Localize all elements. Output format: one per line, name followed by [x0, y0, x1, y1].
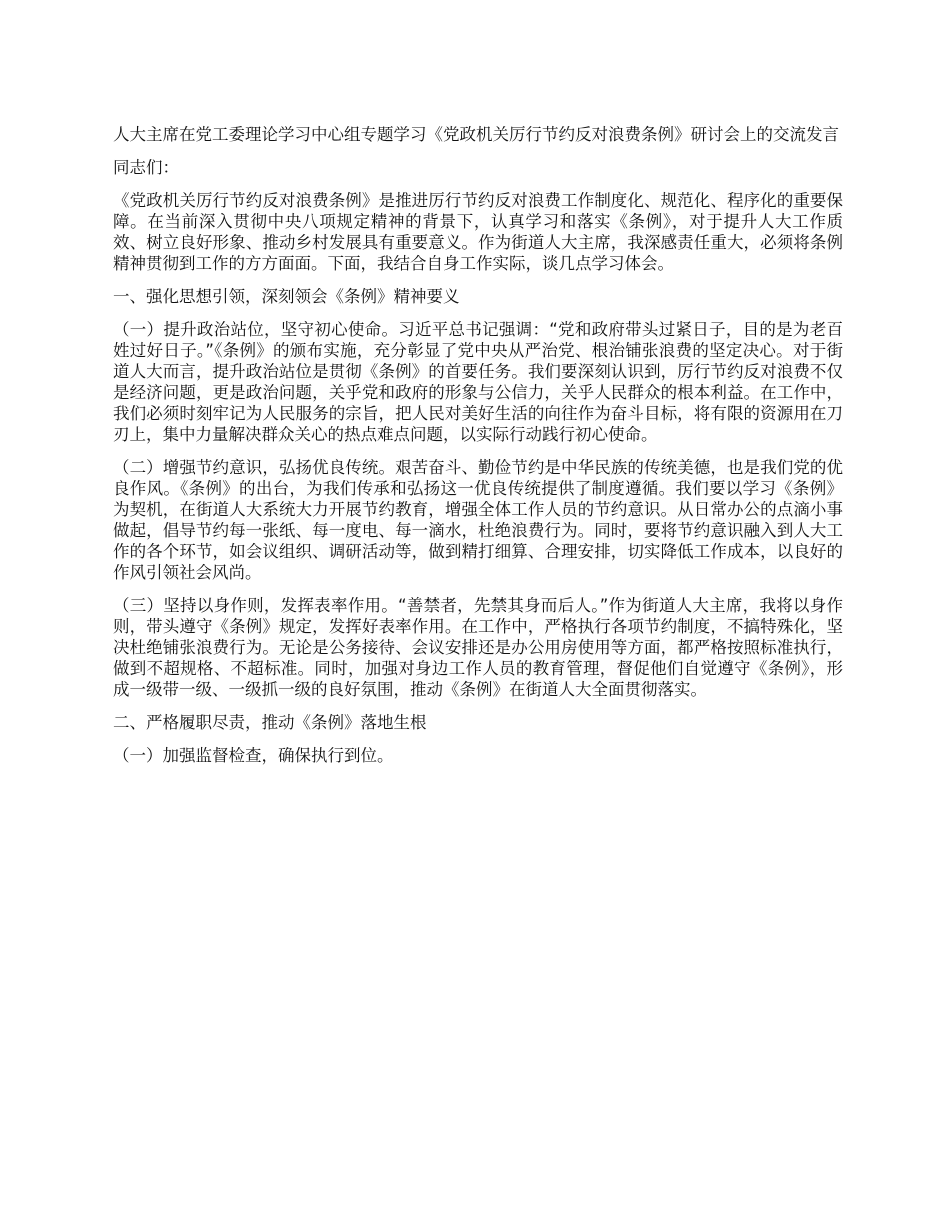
document-body	[113, 124, 843, 778]
greeting: 同志们：	[113, 158, 179, 177]
paragraph-intro: 《党政机关厉行节约反对浪费条例》是推进厉行节约反对浪费工作制度化、规范化、程序化的重要保障。在当前深入贯彻中央八项规定精神的背景下，认真学习和落实《条例》，对于提升人大工作质效、树立良好形象、推动乡村发展具有重要意义。作为街道人大主席，我深感责任重大，必须将条例精神贯彻到工作的方方面面。下面，我结合自身工作实际，谈几点学习体会。	[113, 191, 843, 273]
paragraph-2-1: （一）加强监督检查，确保执行到位。	[113, 746, 394, 765]
section-heading-2: 二、严格履职尽责，推动《条例》落地生根	[113, 713, 427, 732]
section-heading-1: 一、强化思想引领，深刻领会《条例》精神要义	[113, 287, 460, 306]
paragraph-1-1: （一）提升政治站位，坚守初心使命。习近平总书记强调：“党和政府带头过紧日子，目的是为老百姓过好日子。”《条例》的颁布实施，充分彰显了党中央从严治党、根治铺张浪费的坚定决心。对于街道人大而言，提升政治站位是贯彻《条例》的首要任务。我们要深刻认识到，厉行节约反对浪费不仅是经济问题，更是政治问题，关乎党和政府的形象与公信力，关乎人民群众的根本利益。在工作中，我们必须时刻牢记为人民服务的宗旨，把人民对美好生活的向往作为奋斗目标，将有限的资源用在刀刃上，集中力量解决群众关心的热点难点问题，以实际行动践行初心使命。	[113, 320, 843, 444]
paragraph-1-3: （三）坚持以身作则，发挥表率作用。“善禁者，先禁其身而后人。”作为街道人大主席，我将以身作则，带头遵守《条例》规定，发挥好表率作用。在工作中，严格执行各项节约制度，不搞特殊化，坚决杜绝铺张浪费行为。无论是公务接待、会议安排还是办公用房使用等方面，都严格按照标准执行，做到不超规格、不超标准。同时，加强对身边工作人员的教育管理，督促他们自觉遵守《条例》，形成一级带一级、一级抓一级的良好氛围，推动《条例》在街道人大全面贯彻落实。	[113, 596, 843, 699]
document-title: 人大主席在党工委理论学习中心组专题学习《党政机关厉行节约反对浪费条例》研讨会上的交流发言	[113, 125, 839, 144]
paragraph-1-2: （二）增强节约意识，弘扬优良传统。艰苦奋斗、勤俭节约是中华民族的传统美德，也是我们党的优良作风。《条例》的出台，为我们传承和弘扬这一优良传统提供了制度遵循。我们要以学习《条例》为契机，在街道人大系统大力开展节约教育，增强全体工作人员的节约意识。从日常办公的点滴小事做起，倡导节约每一张纸、每一度电、每一滴水，杜绝浪费行为。同时，要将节约意识融入到人大工作的各个环节，如会议组织、调研活动等，做到精打细算、合理安排，切实降低工作成本，以良好的作风引领社会风尚。	[113, 458, 843, 582]
